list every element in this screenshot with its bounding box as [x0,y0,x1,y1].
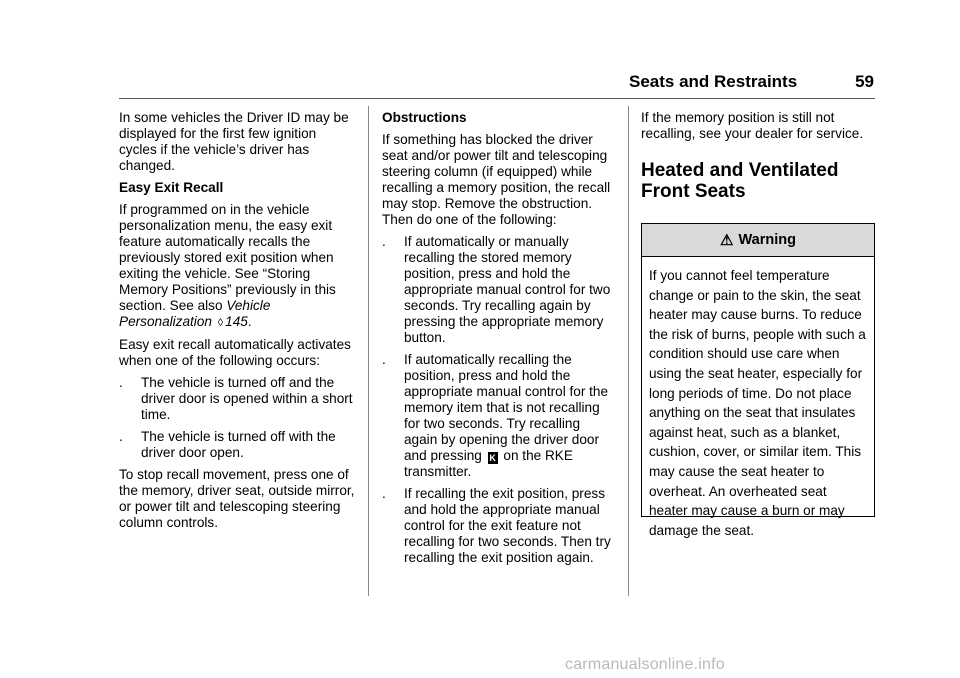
paragraph: If something has blocked the driver seat and/or power tilt and telescoping steering column (if equipped) while recalling a memory position, the recall may stop. Remove the obstruction. Then do one of the following: [382,132,611,227]
list-item [119,375,357,423]
list-item-text: If automatically or manually recalling the stored memory position, press and hold the appropriate manual control for two seconds. Try recalling again by pressing the appropriate memory button. [404,234,611,345]
warning-title: Warning [738,232,796,248]
warning-header [642,224,874,257]
list-item-text: The vehicle is turned off with the driver door open. [141,429,336,460]
bullet-icon: . [382,486,386,501]
punctuation: . [247,314,252,329]
list-item [382,352,614,480]
paragraph: Easy exit recall automatically activates when one of the following occurs: [119,337,351,368]
paragraph: If the memory position is still not recalling, see your dealer for service. [641,110,864,141]
column-divider [368,106,369,596]
bullet-icon: . [119,375,123,390]
bullet-icon: . [382,352,386,367]
warning-triangle-icon: ⚠ [720,232,734,249]
subheading-obstructions: Obstructions [382,110,467,125]
list-item-text-part: If automatically recalling the position, press and hold the appropriate manual control for the memory item that is not recalling for two seconds. Try recalling again by opening the driver door and pressing [404,352,609,463]
warning-text: If you cannot feel temperature change or pain to the skin, the seat heater may cause burns. To reduce the risk of burns, people with such a condition should use care when using the seat heater, especially for long periods of time. Do not place anything on the seat that insulates against heat, such as a blanket, cushion, cover, or similar item. This may cause the seat heater to overheat. An overheated seat heater may cause a burn or may damage the seat. [649,268,866,538]
column-divider [628,106,629,596]
page-number: 59 [855,72,874,91]
column-2 [382,110,614,572]
bullet-icon: . [382,234,386,249]
section-title: Seats and Restraints [629,72,798,91]
warning-box [641,223,875,538]
header-rule [119,98,875,99]
paragraph [119,202,357,331]
list-item-text-part: on the RKE transmitter. [404,448,573,479]
xref-link[interactable]: Vehicle Personalization [119,298,271,329]
list-item-text: If recalling the exit position, press and hold the appropriate manual control for the exit feature not recalling for two seconds. Then try recalling the exit position again. [404,486,611,565]
list-item-text [404,352,614,480]
list-item [382,234,614,346]
section-heading: Heated and Ventilated Front Seats [641,160,839,202]
list-item-text: The vehicle is turned off and the driver door is opened within a short time. [141,375,353,422]
subheading-easy-exit: Easy Exit Recall [119,180,224,195]
page-ref-icon: ◊ [217,317,224,329]
column-1 [119,110,357,537]
bullet-icon: . [119,429,123,444]
xref-page[interactable]: 145 [225,314,248,329]
list-item [382,486,614,566]
column-3 [641,110,875,212]
paragraph: To stop recall movement, press one of the memory, driver seat, outside mirror, or power tilt and telescoping steering column controls. [119,467,355,530]
page-header [629,72,874,96]
paragraph: In some vehicles the Driver ID may be displayed for the first few ignition cycles if the vehicle’s driver has changed. [119,110,349,173]
paragraph-text: If programmed on in the vehicle personalization menu, the easy exit feature automatically recalls the previously stored exit position when exiting the vehicle. See “Storing Memory Positions” previously in this section. See also [119,202,336,313]
list-item [119,429,357,461]
watermark: carmanualsonline.info [565,656,725,673]
rke-button-icon: K [489,453,496,463]
